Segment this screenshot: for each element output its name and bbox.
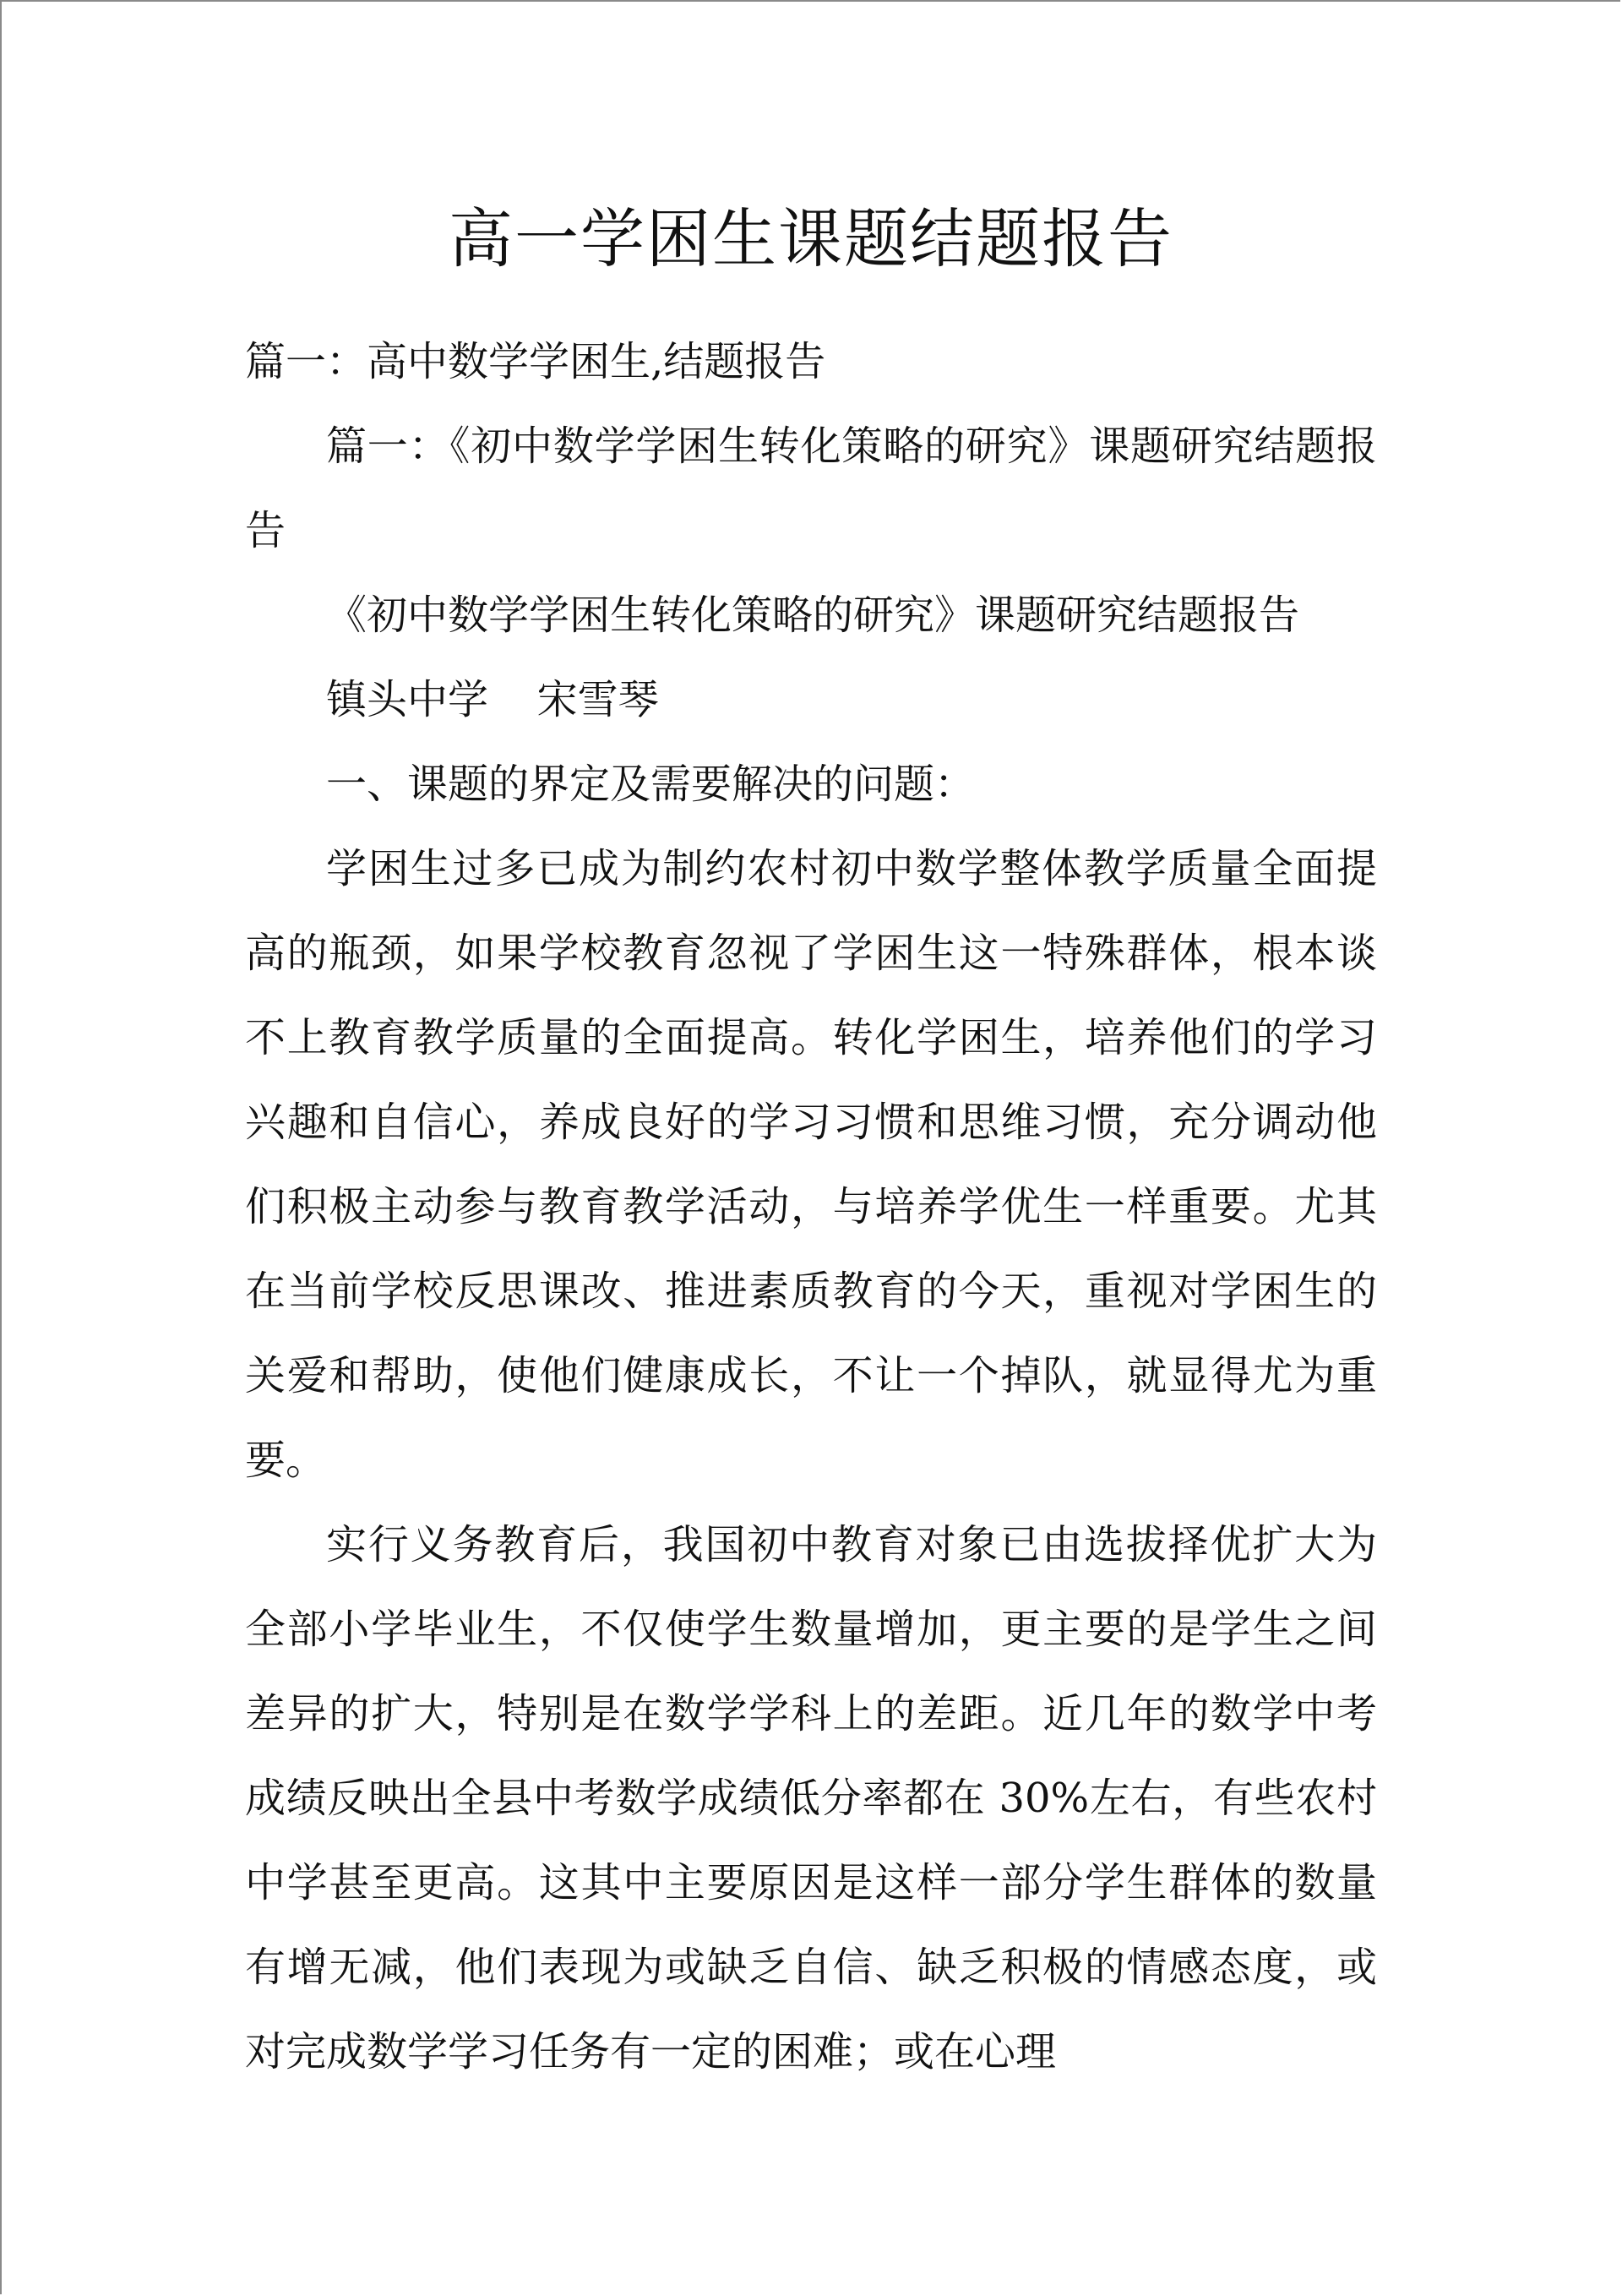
document-title: 高一学困生课题结题报告 <box>449 201 1173 276</box>
author-school: 镇头中学 <box>326 676 489 723</box>
paragraph-2: 实行义务教育后，我国初中教育对象已由选拔择优扩大为全部小学毕业生，不仅使学生数量增加，更主要的是学生之间差异的扩大，特别是在数学学科上的差距。近几年的数学中考成绩反映出全县中考数学成绩低分率都在 30%左右，有些农村中学甚至更高。这其中主要原因是这样一部分学生群体的数量有增无减，他们表现为或缺乏自信、缺乏积极的情感态度，或对完成数学学习任务有一定的困难；或在心理 <box>245 1521 1377 2075</box>
sub-heading: 篇一：《初中数学学困生转化策略的研究》课题研究结题报告 <box>245 423 1377 554</box>
document-body <box>245 193 1377 2094</box>
section-heading: 篇一：高中数学学困生,结题报告 <box>245 338 826 385</box>
part-one-heading: 一、课题的界定及需要解决的问题： <box>326 761 976 808</box>
author-name: 宋雪琴 <box>536 676 659 723</box>
paragraph-1: 学困生过多已成为制约农村初中数学整体教学质量全面提高的瓶颈，如果学校教育忽视了学困生这一特殊群体，根本谈不上教育教学质量的全面提高。转化学困生，培养他们的学习兴趣和自信心，养成良好的学习习惯和思维习惯，充分调动他们积极主动参与教育教学活动，与培养学优生一样重要。尤其在当前学校反思课改、推进素质教育的今天，重视对学困生的关爱和帮助，使他们健康成长，不让一个掉队，就显得尤为重要。 <box>245 845 1377 1484</box>
report-title: 《初中数学学困生转化策略的研究》课题研究结题报告 <box>326 592 1300 639</box>
author-line <box>245 657 1377 742</box>
